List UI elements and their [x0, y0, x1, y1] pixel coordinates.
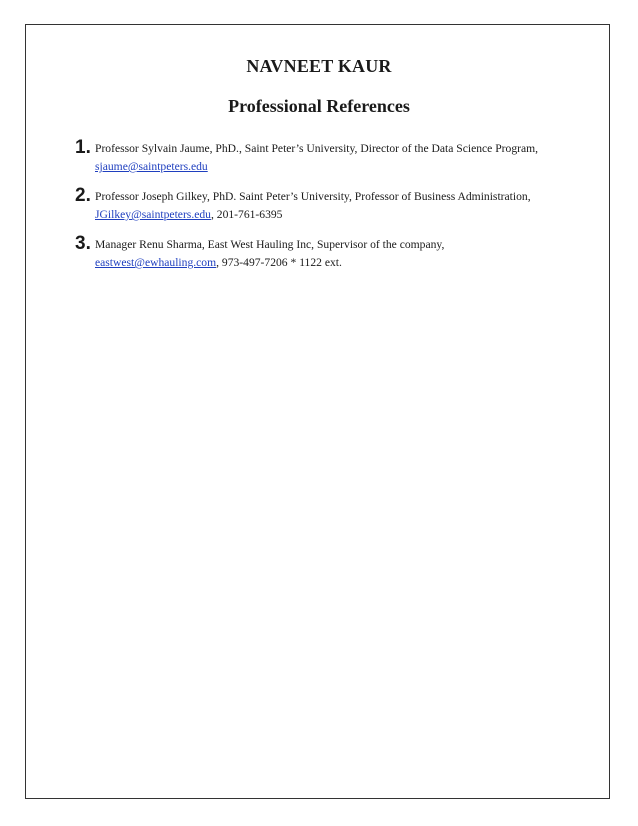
document-heading: Professional References — [228, 96, 410, 116]
reference-details: Manager Renu Sharma, East West Hauling Inc, Supervisor of the company, — [95, 238, 445, 251]
reference-number: 2. — [75, 185, 91, 206]
reference-phone: , 973-497-7206 * 1122 ext. — [216, 256, 342, 269]
reference-item — [75, 137, 575, 176]
reference-details: Professor Joseph Gilkey, PhD. Saint Peter’s University, Professor of Business Administration, — [95, 190, 531, 203]
reference-email-link[interactable]: JGilkey@saintpeters.edu — [95, 208, 211, 221]
reference-number: 1. — [75, 137, 91, 158]
reference-details: Professor Sylvain Jaume, PhD., Saint Peter’s University, Director of the Data Science Program, — [95, 142, 539, 155]
reference-email-link[interactable]: eastwest@ewhauling.com — [95, 256, 217, 269]
reference-item — [75, 185, 575, 224]
reference-contact — [95, 158, 575, 176]
reference-number: 3. — [75, 233, 91, 254]
reference-email-link[interactable]: sjaume@saintpeters.edu — [95, 160, 208, 173]
reference-item — [75, 233, 575, 272]
reference-contact — [95, 254, 575, 272]
document-title: NAVNEET KAUR — [246, 56, 392, 76]
reference-list — [75, 137, 575, 284]
reference-contact — [95, 206, 575, 224]
reference-phone: , 201-761-6395 — [210, 208, 283, 221]
